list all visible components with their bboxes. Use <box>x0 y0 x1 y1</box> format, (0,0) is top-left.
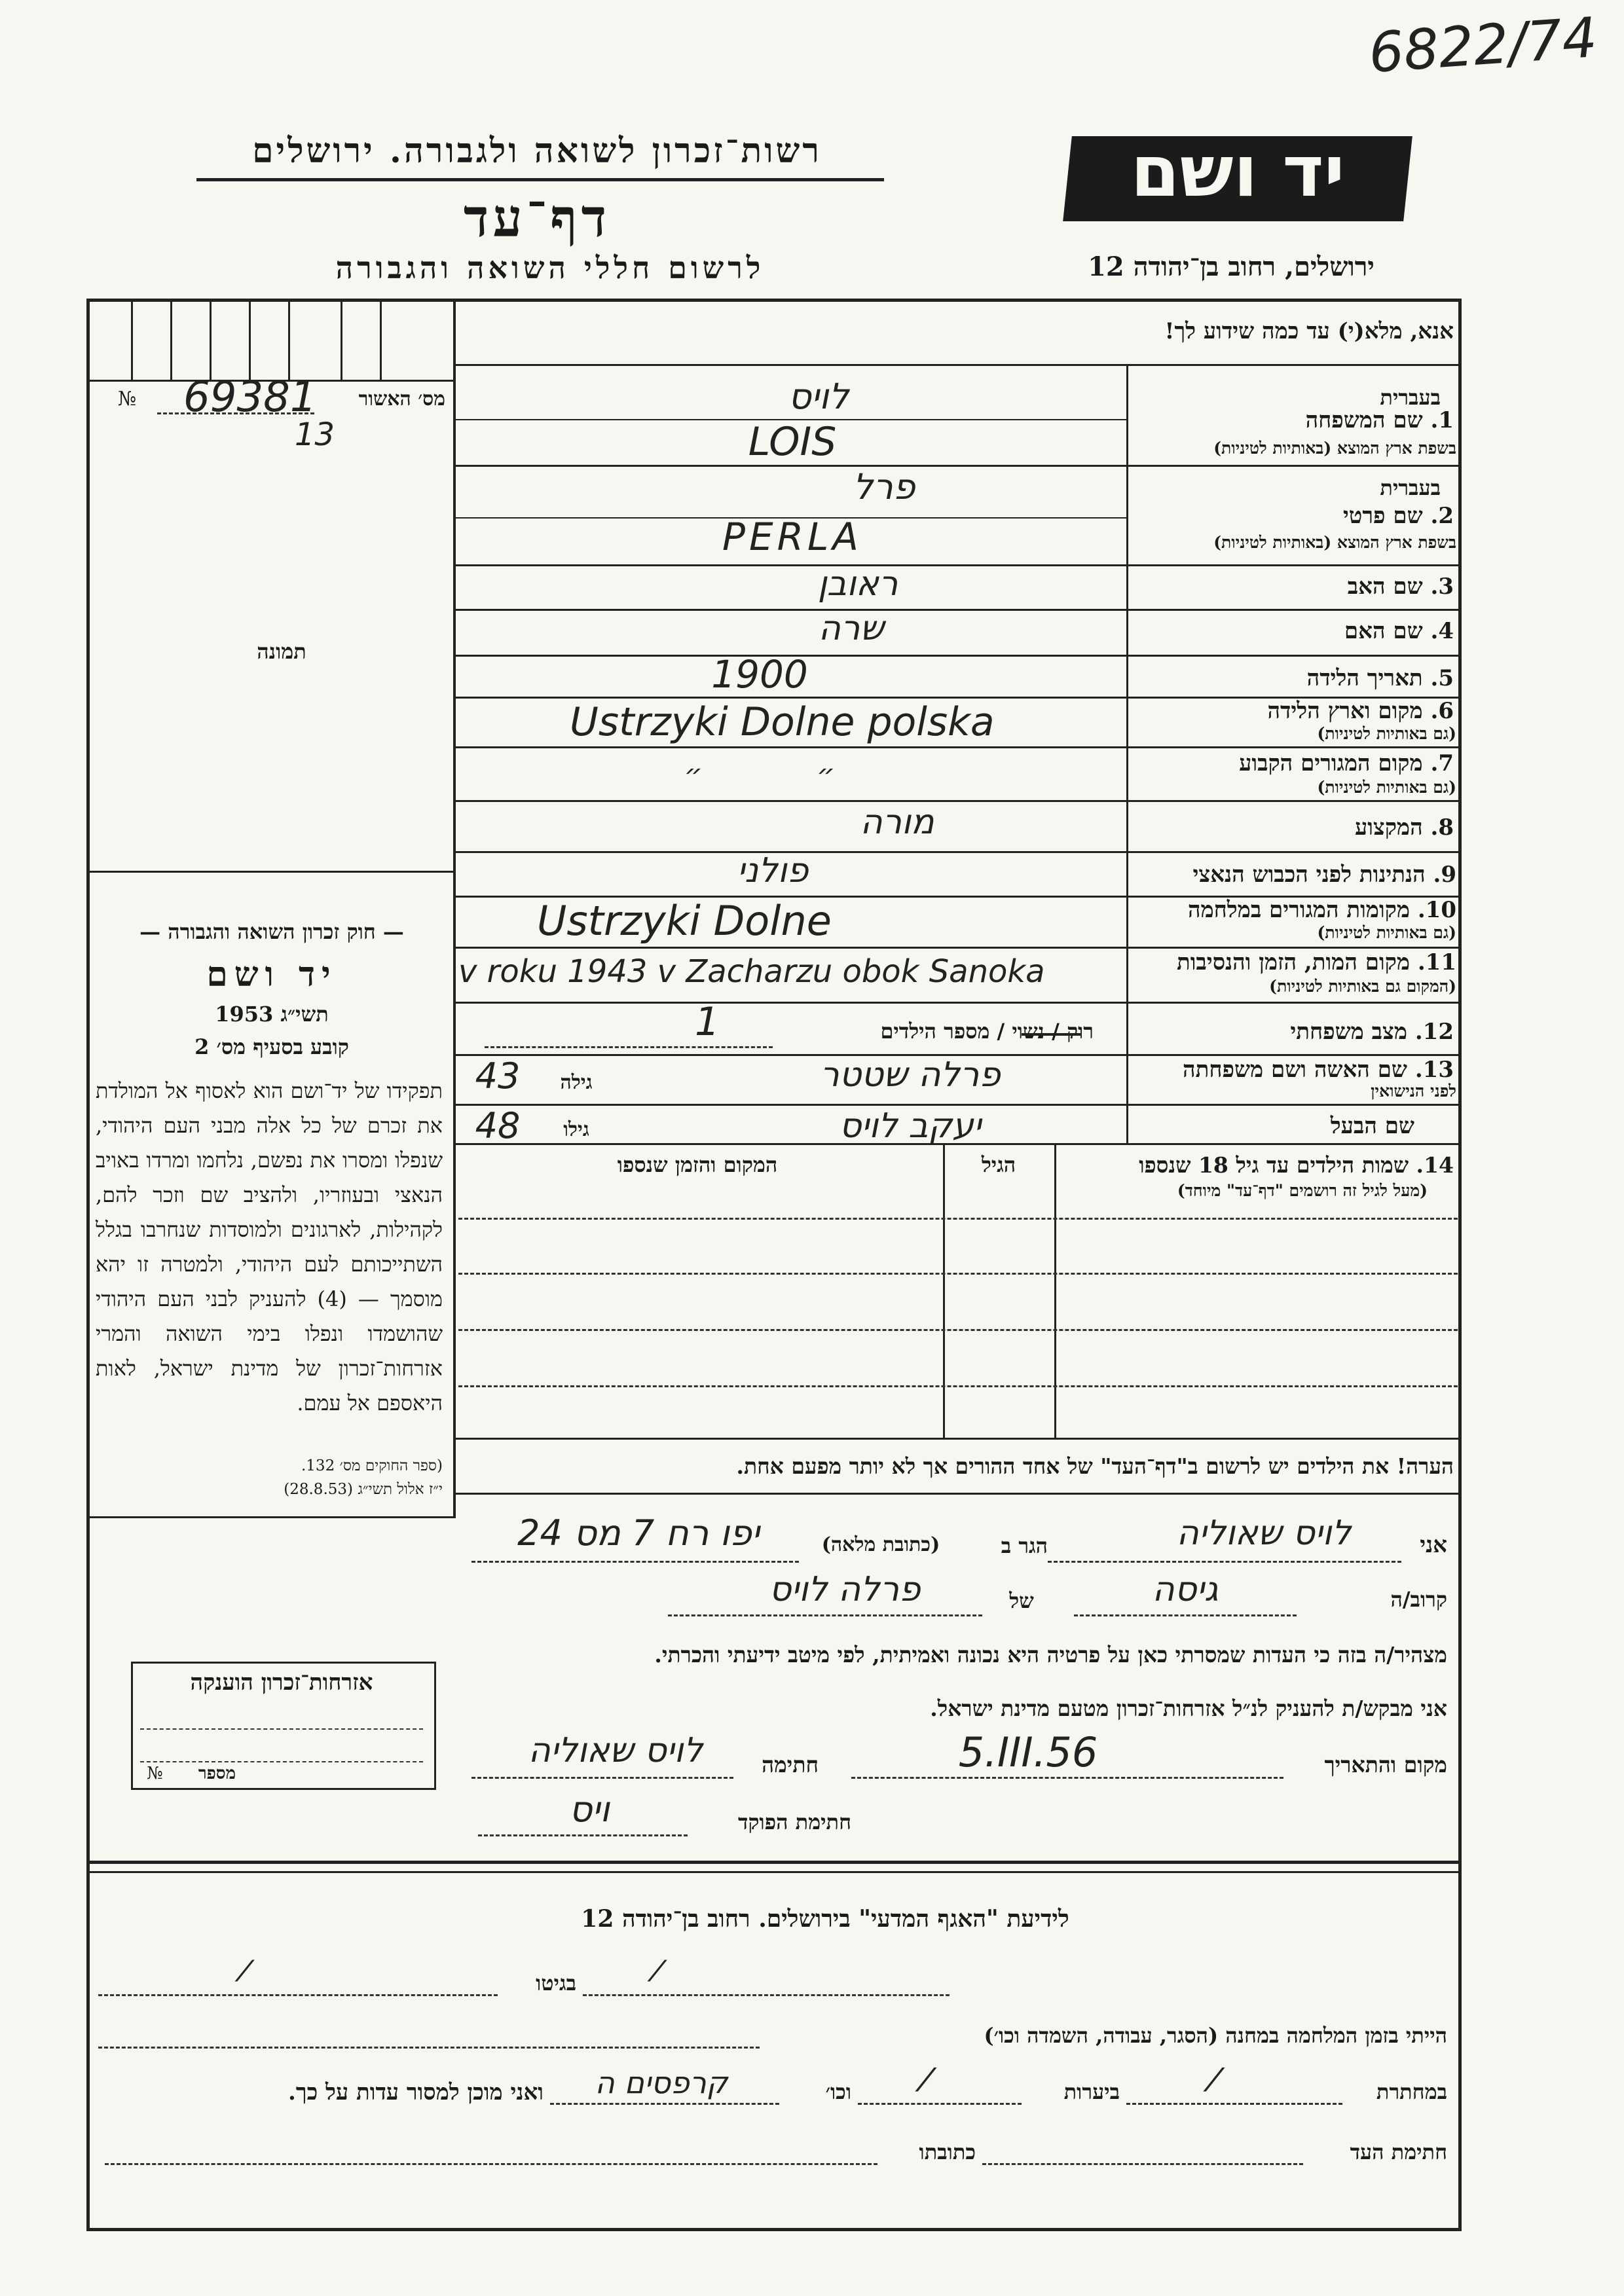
f4-value[interactable]: שרה <box>818 609 885 648</box>
law-title: — חוק זכרון השואה והגבורה — <box>139 919 404 944</box>
law-section: קובע בסעיף מס׳ 2 <box>194 1034 349 1059</box>
f11-value[interactable]: v roku 1943 v Zacharzu obok Sanoka <box>458 953 1045 990</box>
footer-title: לידיעת "האגף המדעי" בירושלים. רחוב בן־יהודה 12 <box>581 1905 1069 1933</box>
f13-age-label: גילה <box>560 1071 593 1094</box>
f3-label: 3. שם האב <box>1347 574 1454 600</box>
citizenship-box-number: מספר <box>198 1764 236 1783</box>
declarant-i-label: אני <box>1420 1532 1447 1558</box>
page-title: דף־עד <box>463 187 611 249</box>
law-year: תשי״ג 1953 <box>215 1002 329 1027</box>
hebrew-label-1: בעברית <box>1380 385 1441 410</box>
ghetto-label: בגיטו <box>536 1971 576 1995</box>
law-ref-2: י״ז אלול תשי״ג (28.8.53) <box>284 1481 443 1498</box>
address-line: ירושלים, רחוב בן־יהודה 12 <box>1088 251 1375 282</box>
intro-line: אנא, מלא(י) עד כמה שידוע לך! <box>1164 318 1454 344</box>
f6-value[interactable]: Ustrzyki Dolne polska <box>570 699 995 745</box>
underground-mark: ⁄ <box>1211 2062 1217 2099</box>
etc-label: וכו׳ <box>825 2079 851 2104</box>
signature-label: חתימה <box>762 1752 819 1777</box>
f6-sub: (גם באותיות לטיניות) <box>1317 724 1456 743</box>
children-label: 14. שמות הילדים עד גיל 18 שנספו <box>1139 1152 1454 1178</box>
logo-text: יד ושם <box>1130 131 1345 213</box>
f11-sub: (המקום גם באותיות לטיניות) <box>1269 977 1456 996</box>
declarant-address[interactable]: יפו רח 7 מס 24 <box>517 1512 760 1554</box>
certificate-suffix: 13 <box>295 416 335 453</box>
f2-sub: בשפת ארץ המוצא (באותיות לטיניות) <box>1213 533 1456 552</box>
ghetto-left-mark: ⁄ <box>242 1955 248 1988</box>
page-subtitle: לרשום חללי השואה והגבורה <box>335 250 765 285</box>
f12-label: 12. מצב משפחתי <box>1290 1019 1454 1045</box>
f2-label: 2. שם פרטי <box>1342 503 1454 529</box>
citizenship-box-sign: № <box>147 1764 163 1783</box>
certificate-label: מס׳ האשור <box>358 388 445 410</box>
f1-sub: בשפת ארץ המוצא (באותיות לטיניות) <box>1213 439 1456 458</box>
law-ref-1: (ספר החוקים מס׳ 132. <box>301 1457 443 1474</box>
f1-value-latin[interactable]: LOIS <box>748 419 837 465</box>
place-date-label: מקום והתאריך <box>1324 1752 1447 1777</box>
husband-age-label: גילו <box>563 1118 589 1141</box>
husband-label: שם הבעל <box>1330 1113 1414 1139</box>
officer-label: חתימת הפוקד <box>738 1810 851 1834</box>
authority-line: רשות־זכרון לשואה ולגבורה. ירושלים <box>252 131 822 171</box>
during-war-text: הייתי בזמן המלחמה במחנה (הסגר, עבודה, השמדה וכו׳) <box>984 2023 1447 2048</box>
children-age-header: הגיל <box>981 1152 1016 1177</box>
etc-value[interactable]: קרפסים ה <box>595 2065 728 2100</box>
husband-age[interactable]: 48 <box>475 1105 521 1146</box>
number-sign: № <box>118 388 137 410</box>
of-name[interactable]: פרלה לויס <box>769 1570 921 1609</box>
f13-age[interactable]: 43 <box>475 1055 521 1097</box>
children-place-header: המקום והזמן שנספו <box>617 1152 778 1177</box>
f3-value[interactable]: ראובן <box>817 564 898 604</box>
husband-value[interactable]: יעקב לויס <box>839 1106 982 1146</box>
f5-label: 5. תאריך הלידה <box>1306 665 1454 691</box>
witness-address-label: כתובתו <box>919 2140 976 2164</box>
note-line: הערה! את הילדים יש לרשום ב"דף־העד" של אחד ההורים אך לא יותר מפעם אחת. <box>736 1453 1454 1479</box>
f13-value[interactable]: פרלה שטטר <box>820 1055 1001 1095</box>
forests-label: ביערות <box>1063 2079 1120 2104</box>
f10-sub: (גם באותיות לטיניות) <box>1317 923 1456 942</box>
law-logo: יד ושם <box>206 955 337 994</box>
f13-sub: לפני הנישואין <box>1371 1082 1456 1101</box>
declaration-date[interactable]: 5.III.56 <box>958 1728 1098 1776</box>
witness-sign-label: חתימת העד <box>1350 2140 1447 2164</box>
f7-sub: (גם באותיות לטיניות) <box>1317 778 1456 797</box>
relation-value[interactable]: גיסה <box>1152 1570 1219 1609</box>
of-label: של <box>1009 1588 1034 1613</box>
archive-number: 6822/74 <box>1367 5 1599 86</box>
f13-label: 13. שם האשה ושם משפחתה <box>1183 1057 1454 1083</box>
certificate-number: 69381 <box>183 373 317 422</box>
f7-label: 7. מקום המגורים הקבוע <box>1239 750 1454 776</box>
law-text: תפקידו של יד־ושם הוא לאסוף אל המולדת את זכרם של כל אלה מבני העם היהודי, שנפלו ומסרו את נפשם, נלחמו ומרדו באויב הנאצי ובעוזריו, ולהציב שם וזכר להם, לקהילות, לארגונים ולמוסדות שנחרבו בגלל השתייכותם לעם היהודי, ולמטרה זו יהא מוסמך — (4) להעניק לבני העם היהודי שהושמדו ונפלו בימי השואה והמרי אזרחות־זכרון של מדינת ישראל, לאות היאספם אל עמם. <box>96 1078 443 1415</box>
f5-value[interactable]: 1900 <box>711 652 808 697</box>
officer-signature[interactable]: ויס <box>569 1789 610 1830</box>
declarant-resides: הגר ב <box>1001 1533 1048 1558</box>
hebrew-label-2: בעברית <box>1380 475 1441 500</box>
f8-label: 8. המקצוע <box>1354 814 1454 841</box>
f6-label: 6. מקום וארץ הלידה <box>1267 698 1454 724</box>
f8-value[interactable]: מורה <box>860 803 934 842</box>
request-text: אני מבקש/ת להעניק לנ״ל אזרחות־זכרון מטעם מדינת ישראל. <box>930 1696 1447 1721</box>
f12-children[interactable]: 1 <box>694 999 720 1045</box>
declaration-text: מצהיר/ה בזה כי העדות שמסרתי כאן על פרטיה היא נכונה ואמיתית, לפי מיטב ידיעתי והכרתי. <box>654 1642 1447 1667</box>
children-sub: (מעל לגיל זה רושמים "דף־עד" מיוחד) <box>1177 1181 1428 1200</box>
signature-value[interactable]: לויס שאוליה <box>528 1731 703 1770</box>
f2-value-hebrew[interactable]: פרל <box>853 466 915 507</box>
citizenship-box-title: אזרחות־זכרון הוענקה <box>190 1669 373 1696</box>
ghetto-mark: ⁄ <box>655 1955 660 1988</box>
underground-label: במחתרת <box>1376 2079 1447 2104</box>
f2-value-latin[interactable]: PERLA <box>722 515 862 559</box>
f1-label: 1. שם המשפחה <box>1305 407 1454 433</box>
f11-label: 11. מקום המות, הזמן והנסיבות <box>1176 949 1456 975</box>
ready-text: ואני מוכן למסור עדות על כך. <box>288 2079 544 2105</box>
declarant-address-label: (כתובת מלאה) <box>821 1533 940 1556</box>
f9-label: 9. הנתינות לפני הכבוש הנאצי <box>1192 862 1456 888</box>
f9-value[interactable]: פולני <box>737 851 809 890</box>
f10-value[interactable]: Ustrzyki Dolne <box>537 897 832 945</box>
declarant-name[interactable]: לויס שאוליה <box>1176 1514 1352 1553</box>
forests-mark: ⁄ <box>923 2062 929 2099</box>
f12-options: רוק / נשוי / מספר הילדים <box>880 1019 1094 1044</box>
relative-label: קרוב/ה <box>1390 1587 1447 1612</box>
f1-value-hebrew[interactable]: לויס <box>788 376 849 417</box>
photo-label: תמונה <box>257 639 306 664</box>
f10-label: 10. מקומות המגורים במלחמה <box>1187 897 1456 923</box>
f7-value[interactable]: ״ ״ <box>684 758 888 792</box>
f4-label: 4. שם האם <box>1344 618 1454 644</box>
